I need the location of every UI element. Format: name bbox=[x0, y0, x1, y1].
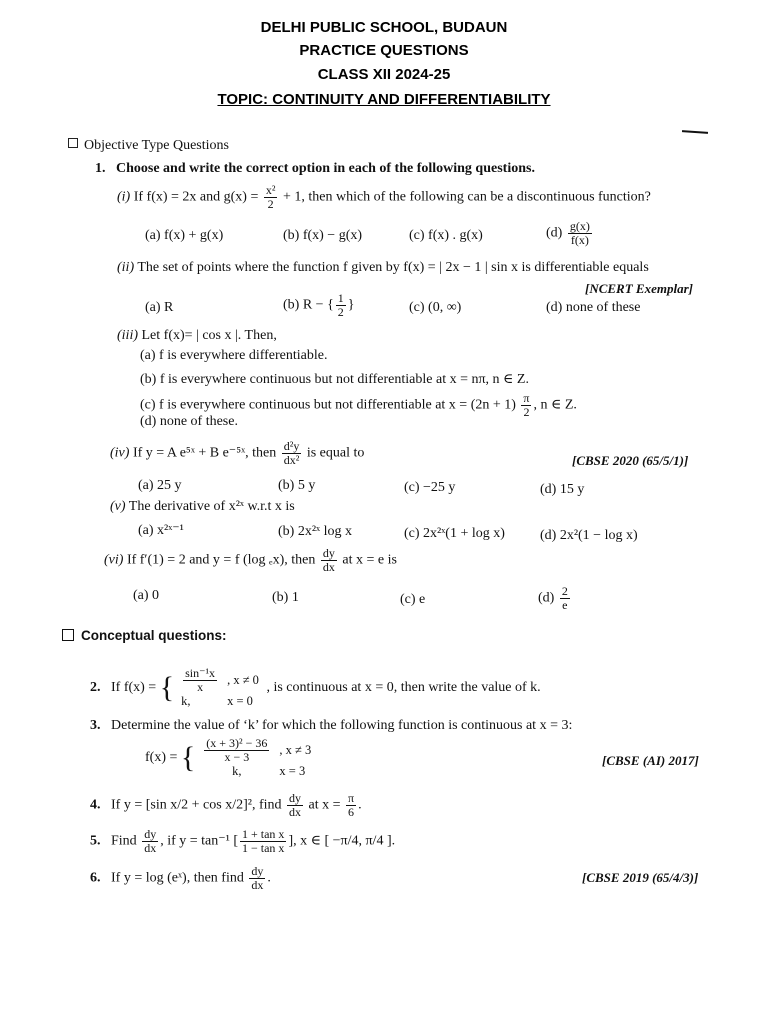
reference-ncert: [NCERT Exemplar] bbox=[585, 281, 693, 296]
fraction: $\frac{dy}{dx}$ bbox=[251, 864, 264, 892]
option-i-d: (d) $\frac{g(x)}{f(x)}$ bbox=[546, 219, 590, 247]
fraction: $\frac{2}{e}$ bbox=[561, 584, 568, 612]
question-3: 3. Determine the value of ‘k’ for which the following function is continuous at x = 3: bbox=[90, 718, 573, 733]
fraction: $\frac{1}{2}$ bbox=[337, 291, 344, 319]
fraction: $\frac{dy}{dx}$ bbox=[322, 546, 335, 574]
question-1: 1. Choose and write the correct option in each of the following questions. bbox=[95, 161, 535, 176]
option-vi-d: (d) $\frac{2}{e}$ bbox=[538, 584, 568, 612]
conceptual-heading: Conceptual questions: bbox=[62, 628, 227, 643]
option-v-a: (a) x²ˣ⁻¹ bbox=[138, 523, 184, 538]
option-ii-a: (a) R bbox=[145, 300, 174, 315]
fraction: $\frac{dy}{dx}$ bbox=[289, 791, 302, 819]
checkbox-icon bbox=[62, 629, 74, 641]
left-brace: { bbox=[180, 741, 196, 774]
reference-cbse-2019: [CBSE 2019 (65/4/3)] bbox=[582, 870, 699, 885]
question-3-function: f(x) = { $\frac{\text{(x + 3)² − 36}}{x - 3}$ , x ≠ 3 k, x = 3 bbox=[145, 737, 315, 779]
question-vi: (vi) If f′(1) = 2 and y = f (log ₑx), then $\frac{dy}{dx}$ at x = e is bbox=[104, 546, 397, 574]
pen-mark bbox=[682, 130, 708, 134]
option-vi-c: (c) e bbox=[400, 592, 426, 607]
question-v: (v) The derivative of x²ˣ w.r.t x is bbox=[110, 499, 295, 514]
option-ii-c: (c) (0, ∞) bbox=[409, 300, 462, 315]
fraction: $\frac{\text{1 + tan x}}{\text{1 − tan x}}$ bbox=[242, 827, 285, 855]
option-i-c: (c) f(x) . g(x) bbox=[409, 228, 483, 243]
option-iii-a: (a) f is everywhere differentiable. bbox=[140, 348, 328, 363]
fraction: $\frac{\text{sin⁻¹x}}{x}$ bbox=[185, 666, 216, 694]
fraction: $\frac{dy}{dx}$ bbox=[144, 827, 157, 855]
school-name: DELHI PUBLIC SCHOOL, BUDAUN bbox=[260, 19, 508, 36]
doc-subtitle: PRACTICE QUESTIONS bbox=[299, 42, 469, 59]
option-vi-a: (a) 0 bbox=[133, 588, 160, 603]
option-v-d: (d) 2x²(1 − log x) bbox=[540, 528, 638, 543]
option-iv-c: (c) −25 y bbox=[404, 480, 456, 495]
fraction: $\frac{g(x)}{f(x)}$ bbox=[569, 219, 590, 247]
option-iv-b: (b) 5 y bbox=[278, 478, 316, 493]
option-i-a: (a) f(x) + g(x) bbox=[145, 228, 224, 243]
question-ii: (ii) The set of points where the function f given by f(x) = | 2x − 1 | sin x is differentiable equals bbox=[117, 260, 649, 275]
option-iv-d: (d) 15 y bbox=[540, 482, 585, 497]
fraction: $\frac{\text{d²y}}{\text{dx²}}$ bbox=[283, 439, 300, 467]
class-line: CLASS XII 2024-25 bbox=[317, 66, 451, 83]
option-iii-c: (c) f is everywhere continuous but not differentiable at x = (2n + 1) $\frac{\pi}{2}$ , n ∈ Z. bbox=[140, 391, 577, 419]
fraction: $\frac{\text{(x + 3)² − 36}}{x - 3}$ bbox=[206, 736, 268, 764]
question-iii: (iii) Let f(x)= | cos x |. Then, bbox=[117, 328, 277, 343]
option-v-c: (c) 2x²ˣ(1 + log x) bbox=[404, 526, 505, 541]
reference-cbse-2020: [CBSE 2020 (65/5/1)] bbox=[572, 453, 689, 468]
left-brace: { bbox=[159, 671, 175, 704]
question-2: 2. If f(x) = { $\frac{\text{sin⁻¹x}}{x}$ , x ≠ 0 k, x = 0 , is continuous at x = 0, then write the value of k. bbox=[90, 666, 541, 708]
reference-cbse-2017: [CBSE (AI) 2017] bbox=[602, 753, 699, 768]
objective-heading: Objective Type Questions bbox=[68, 138, 229, 154]
option-i-b: (b) f(x) − g(x) bbox=[283, 228, 363, 243]
question-iv: (iv) If y = A e⁵ˣ + B e⁻⁵ˣ, then $\frac{\text{d²y}}{\text{dx²}}$ is equal to bbox=[110, 439, 365, 467]
question-i: (i) If f(x) = 2x and g(x) = $\frac{\text{x²}}{2}$ + 1, then which of the following can be a discontinuous function? bbox=[117, 183, 651, 211]
piecewise-cases: $\frac{\text{(x + 3)² − 36}}{x - 3}$ , x ≠ 3 k, x = 3 bbox=[206, 736, 312, 778]
option-iii-d: (d) none of these. bbox=[140, 414, 238, 429]
checkbox-icon bbox=[68, 138, 78, 148]
fraction: $\frac{\pi}{6}$ bbox=[348, 791, 355, 819]
topic-title: TOPIC: CONTINUITY AND DIFFERENTIABILITY bbox=[217, 91, 551, 108]
fraction: $\frac{\text{x²}}{2}$ bbox=[265, 183, 276, 211]
option-ii-b: (b) R − { $\frac{1}{2}$ } bbox=[283, 291, 355, 319]
piecewise-cases: $\frac{\text{sin⁻¹x}}{x}$ , x ≠ 0 k, x = 0 bbox=[181, 666, 259, 708]
option-v-b: (b) 2x²ˣ log x bbox=[278, 524, 352, 539]
option-ii-d: (d) none of these bbox=[546, 300, 641, 315]
question-5: 5. Find $\frac{dy}{dx}$ , if y = tan⁻¹ [ $\frac{\text{1 + tan x}}{\text{1 − tan x}}$ ], x ∈ [ −π/4, π/4 ]. bbox=[90, 827, 396, 855]
option-vi-b: (b) 1 bbox=[272, 590, 299, 605]
question-6: 6. If y = log (eˣ), then find $\frac{dy}{dx}$ . bbox=[90, 864, 271, 892]
question-4: 4. If y = [sin x/2 + cos x/2]², find $\frac{dy}{dx}$ at x = $\frac{\pi}{6}$ . bbox=[90, 791, 362, 819]
option-iii-b: (b) f is everywhere continuous but not differentiable at x = nπ, n ∈ Z. bbox=[140, 372, 529, 387]
fraction: $\frac{\pi}{2}$ bbox=[523, 391, 530, 419]
option-iv-a: (a) 25 y bbox=[138, 478, 182, 493]
